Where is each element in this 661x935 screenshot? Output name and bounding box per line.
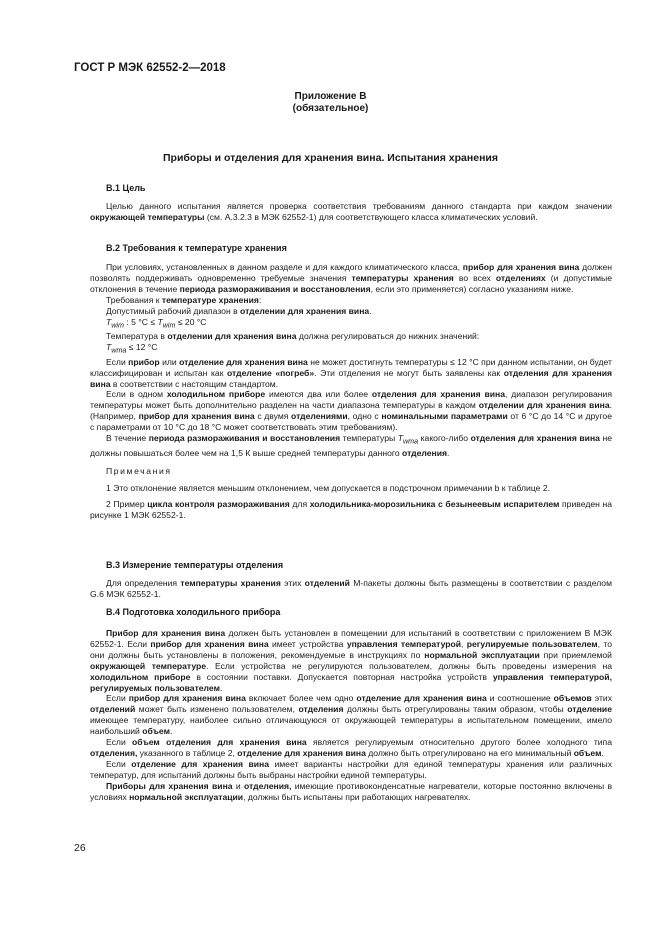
section-b4-heading: B.4 Подготовка холодильного прибора (106, 607, 281, 617)
paragraph: Если отделение для хранения вина имеет варианты настройки для единой температуры хранения или различных температур, для испытаний должны быть выбраны настройки единой температуры. (90, 758, 613, 780)
section-b2-body (90, 262, 612, 521)
section-b1-body (90, 201, 612, 223)
note-2: 2 Пример цикла контроля размораживания для холодильника-морозильника с безынеевым испарителем приведен на рисунке 1 МЭК 62552-1. (90, 499, 612, 521)
paragraph: Требования к температуре хранения: (106, 294, 262, 305)
formula-twim: $T_{wim}$ : 5 $^\circ C \le T_{wim} \le 20$ °C (106, 316, 207, 330)
paragraph: В течение периода размораживания и восстановления температуры $T_{wma}$ какого-либо отделения для хранения вина не должны повышаться более чем на 1,5 К выше средней температуры данного отделения. (90, 433, 612, 458)
paragraph: Допустимый рабочий диапазон в отделении для хранения вина. (106, 305, 372, 316)
annex-status: (обязательное) (292, 103, 369, 114)
annex-title: Приложение B (294, 91, 367, 102)
paragraph: Для определения температуры хранения этих отделений М-пакеты должны быть размещены в соответствии с разделом G.6 МЭК 62552-1. (90, 578, 612, 599)
section-b1-heading: B.1 Цель (106, 183, 146, 193)
paragraph: При условиях, установленных в данном разделе и для каждого климатического класса, прибор для хранения вина должен позволять поддерживать одновременно требуемые значения температуры хранения во всех отделениях (и допустимые отклонения в течение периода размораживания и восстановления, если это применяется) согласно указаниям ниже. (90, 262, 612, 294)
paragraph: Если в одном холодильном приборе имеются два или более отделения для хранения вина, диапазон регулирования температуры может быть дополнительно разделен на части диапазона температуры в каждом отделении для хранения вина. (Например, прибор для хранения вина с двумя отделениями, одно с номинальными параметрами от 6 °C до 14 °C и другое с параметрами от 10 °C до 18 °C может соответствовать этим требованиям). (90, 389, 612, 433)
note-1: 1 Это отклонение является меньшим отклонением, чем допускается в подстрочном примечании b к таблице 2. (106, 483, 551, 494)
notes-heading: Примечания (106, 465, 172, 476)
paragraph: Прибор для хранения вина должен быть установлен в помещении для испытаний в соответствии с приложением В МЭК 62552-1. Если прибор для хранения вина имеет устройства управления температурой, регулируемые пользователем, то они должны быть установлены в положения, рекомендуемые в инструкциях по нормальной эксплуатации при приемлемой окружающей температуре. Если устройства не регулируются пользователем, должны быть проведены измерения на холодильном приборе в состоянии поставки. Допускается повторная настройка устройств управления температурой, регулируемых пользователем. (90, 628, 613, 693)
section-b2-heading: B.2 Требования к температуре хранения (106, 243, 287, 253)
paragraph: Если прибор для хранения вина включает более чем одно отделение для хранения вина и соотношение объемов этих отделений может быть изменено пользователем, отделения должны быть отрегулированы таким образом, чтобы отделение имеющее температуру, наиболее сильно отличающуюся от окружающей температуры в испытательном помещении, имело наибольший объем. (90, 693, 613, 737)
paragraph: Приборы для хранения вина и отделения, имеющие противоконденсатные нагреватели, которые постоянно включены в условиях нормальной эксплуатации, должны быть испытаны при работающих нагревателях. (90, 780, 613, 802)
paragraph: Если прибор или отделение для хранения вина не может достигнуть температуры ≤ 12 °C при данном испытании, он будет классифицирован и испытан как отделение «погреб». Эти отделения не могут быть заявлены как отделения для хранения вина в соответствии с настоящим стандартом. (90, 356, 612, 389)
document-code: ГОСТ Р МЭК 62552-2—2018 (74, 62, 226, 74)
section-b3-body (90, 578, 612, 600)
section-b3-heading: B.3 Измерение температуры отделения (106, 560, 284, 570)
paragraph: Если объем отделения для хранения вина является регулируемым относительно другого более холодного типа отделения, указанного в таблице 2, отделение для хранения вина должно быть отрегулировано на его минимальный объем. (90, 737, 612, 758)
formula-twma: $T_{wma} \le 12$ °C (106, 342, 158, 355)
annex-heading (0, 91, 661, 115)
page-number: 26 (74, 842, 86, 854)
paragraph: Целью данного испытания является проверка соответствия требованиям данного стандарта при каждом значении окружающей температуры (см. А.3.2.3 в МЭК 62552-1) для соответствующего класса климатических условий. (90, 201, 612, 222)
paragraph: Температура в отделении для хранения вина должна регулироваться до нижних значений: (106, 331, 480, 342)
section-b4-body (90, 628, 612, 803)
annex-main-title: Приборы и отделения для хранения вина. Испытания хранения (163, 152, 498, 164)
